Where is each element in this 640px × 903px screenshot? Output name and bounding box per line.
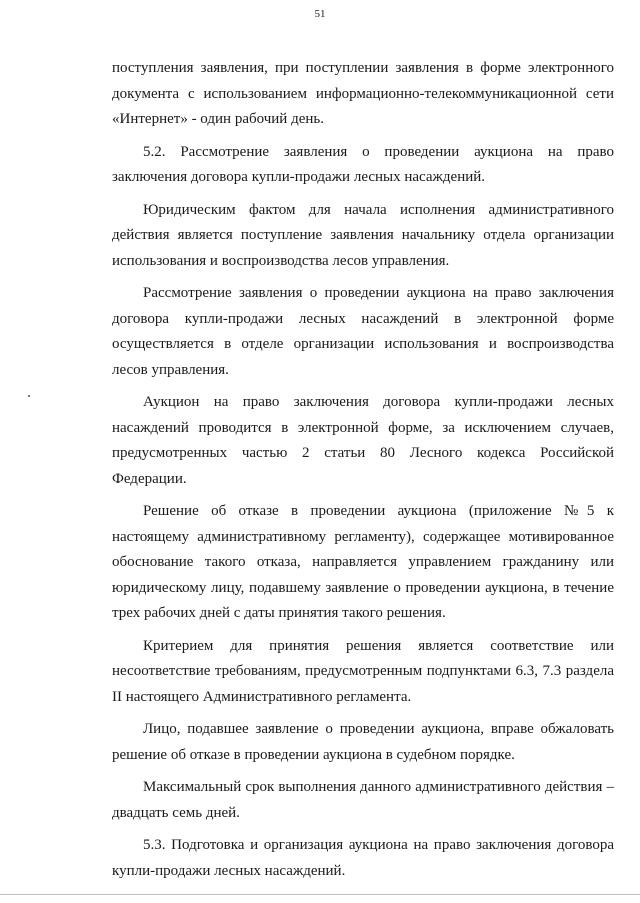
scan-mark xyxy=(28,395,30,397)
paragraph-section-5-2: 5.2. Рассмотрение заявления о проведении аукциона на право заключения договора купли-продажи лесных насаждений. xyxy=(112,143,614,185)
paragraph-review-electronic: Рассмотрение заявления о проведении аукциона на право заключения договора купли-продажи лесных насаждений в электронной форме осуществляется в отделе организации использования и воспроизводства лесов управления. xyxy=(112,285,614,378)
page-bottom-divider xyxy=(0,894,640,895)
paragraph-max-term: Максимальный срок выполнения данного административного действия – двадцать семь дней. xyxy=(112,779,614,821)
paragraph-appeal: Лицо, подавшее заявление о проведении аукциона, вправе обжаловать решение об отказе в проведении аукциона в судебном порядке. xyxy=(112,721,614,763)
paragraph-refusal-decision: Решение об отказе в проведении аукциона (приложение №5 к настоящему административному регламенту), содержащее мотивированное обоснование такого отказа, направляется управлением гражданину или юридическому лицу, подавшему заявление о проведении аукциона, в течение трех рабочих дней с даты принятия такого решения. xyxy=(112,503,614,621)
paragraph-legal-fact: Юридическим фактом для начала исполнения административного действия является поступление заявления начальнику отдела организации использования и воспроизводства лесов управления. xyxy=(112,201,614,269)
paragraph-continuation: поступления заявления, при поступлении заявления в форме электронного документа с использованием информационно-телекоммуникационной сети «Интернет» - один рабочий день. xyxy=(112,60,614,127)
paragraph-section-5-3: 5.3. Подготовка и организация аукциона на право заключения договора купли-продажи лесных насаждений. xyxy=(112,837,614,879)
page-number: 51 xyxy=(314,8,326,20)
document-body xyxy=(112,56,614,891)
paragraph-decision-criterion: Критерием для принятия решения является соответствие или несоответствие требованиям, предусмотренным подпунктами 6.3, 7.3 раздела II настоящего Административного регламента. xyxy=(112,637,614,705)
paragraph-auction-electronic: Аукцион на право заключения договора купли-продажи лесных насаждений проводится в электронной форме, за исключением случаев, предусмотренных частью 2 статьи 80 Лесного кодекса Российской Федерации. xyxy=(112,394,614,487)
